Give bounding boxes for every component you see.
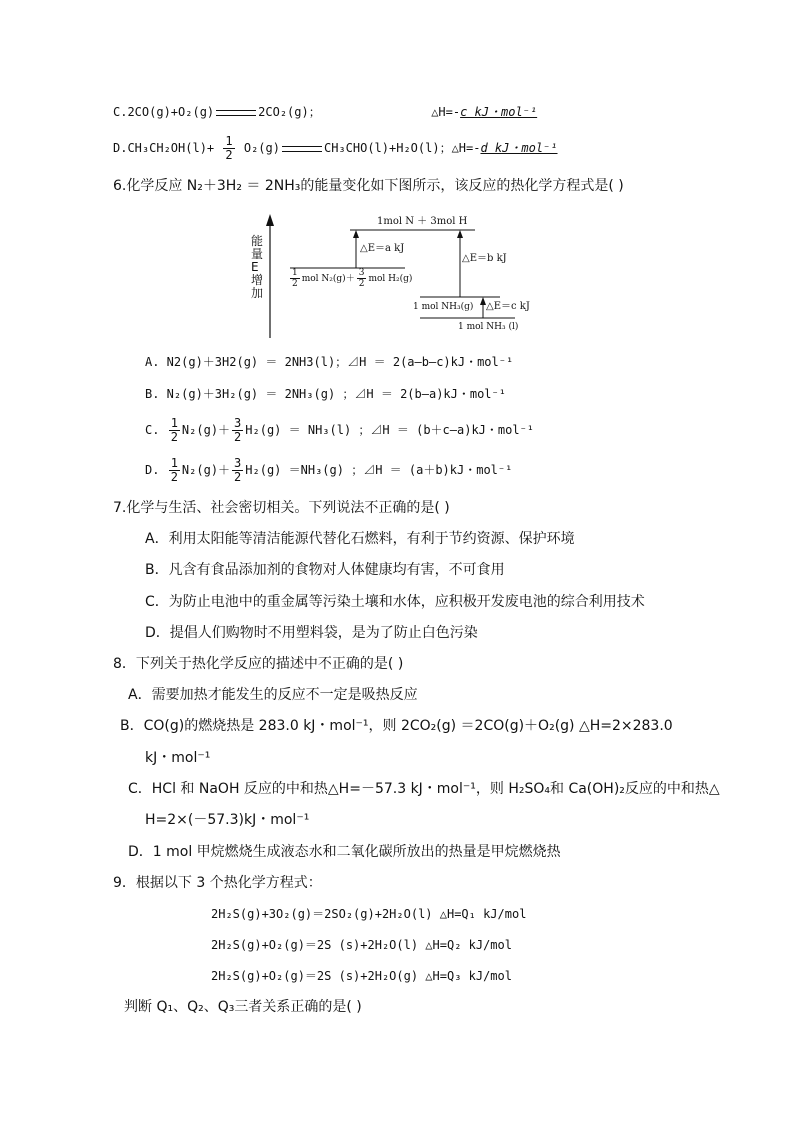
q9-judge: 判断 Q₁、Q₂、Q₃三者关系正确的是( )	[124, 999, 362, 1015]
delta-c-label: △E＝c kJ	[486, 301, 530, 312]
q8-option-b-line1: B．CO(g)的燃烧热是 283.0 kJ・mol⁻¹，则 2CO₂(g) ＝2CO(g)＋O₂(g) △H=2×283.0	[120, 718, 673, 734]
q8-option-b-line2: kJ・mol⁻¹	[145, 750, 211, 766]
delta-b-label: △E＝b kJ	[462, 253, 507, 264]
q7-option-c: C．为防止电池中的重金属等污染土壤和水体，应积极开发废电池的综合利用技术	[145, 594, 645, 610]
top-level-label: 1mol N ＋ 3mol H	[377, 216, 468, 227]
q9-equation-3: 2H₂S(g)+O₂(g)＝2S (s)+2H₂O(g) △H=Q₃ kJ/mol	[211, 969, 512, 983]
q6-option-c: C. $\frac{1}{2}$ N₂(g)＋ $\frac{3}{2}$ H₂(g) ＝ NH₃(l) ；⊿H ＝ (b＋c—a)kJ・mol⁻¹	[145, 416, 535, 444]
q7-option-b: B．凡含有食品添加剂的食物对人体健康均有害，不可食用	[145, 562, 505, 578]
delta-a-label: △E＝a kJ	[360, 243, 405, 254]
q7-option-a: A．利用太阳能等清洁能源代替化石燃料，有利于节约资源、保护环境	[145, 531, 575, 547]
nh3-gas-label: 1 mol NH₃(g)	[413, 302, 474, 312]
q8-option-d: D．1 mol 甲烷燃烧生成液态水和二氧化碳所放出的热量是甲烷燃烧热	[128, 844, 561, 860]
q8-option-c-line2: H=2×(－57.3)kJ・mol⁻¹	[145, 812, 310, 828]
q6-option-b: B. N₂(g)＋3H₂(g) ＝ 2NH₃(g) ；⊿H ＝ 2(b—a)kJ・mol⁻¹	[145, 387, 506, 401]
q8-option-c-line1: C．HCl 和 NaOH 反应的中和热△H=－57.3 kJ・mol⁻¹，则 H₂SO₄和 Ca(OH)₂反应的中和热△	[128, 781, 720, 797]
q7-stem: 7.化学与生活、社会密切相关。下列说法不正确的是( )	[113, 500, 450, 516]
q6-option-a: A. N2(g)＋3H2(g) ＝ 2NH3(l)；⊿H ＝ 2(a—b—c)kJ・mol⁻¹	[145, 355, 514, 369]
q7-option-d: D．提倡人们购物时不用塑料袋，是为了防止白色污染	[145, 625, 478, 641]
axis-label: 能量E增加	[251, 234, 264, 300]
option-d-prev: D.CH₃CH₂OH(l)+ $\frac{1}{2}$ O₂(g) CH₃CHO(l)+H₂O(l)；△H=-d kJ・mol⁻¹	[113, 134, 558, 162]
q6-stem: 6.化学反应 N₂＋3H₂ ＝ 2NH₃的能量变化如下图所示，该反应的热化学方程式是( )	[113, 178, 624, 194]
nh3-liquid-label: 1 mol NH₃ (l)	[458, 322, 519, 332]
q9-stem: 9．根据以下 3 个热化学方程式：	[113, 875, 322, 891]
q9-equation-1: 2H₂S(g)+3O₂(g)＝2SO₂(g)+2H₂O(l) △H=Q₁ kJ/mol	[211, 907, 527, 921]
option-c-prev: C.2CO(g)+O₂(g) 2CO₂(g)； △H=-c kJ・mol⁻¹	[113, 105, 538, 119]
q9-equation-2: 2H₂S(g)+O₂(g)＝2S (s)+2H₂O(l) △H=Q₂ kJ/mol	[211, 938, 512, 952]
q8-stem: 8．下列关于热化学反应的描述中不正确的是( )	[113, 656, 404, 672]
q8-option-a: A．需要加热才能发生的反应不一定是吸热反应	[128, 687, 418, 703]
q6-option-d: D. $\frac{1}{2}$ N₂(g)＋ $\frac{3}{2}$ H₂(g) ＝NH₃(g) ；⊿H ＝ (a＋b)kJ・mol⁻¹	[145, 456, 513, 484]
reactant-level-label: $\frac{1}{2}$ mol N₂(g)＋ $\frac{3}{2}$ mol H₂(g)	[292, 268, 413, 289]
